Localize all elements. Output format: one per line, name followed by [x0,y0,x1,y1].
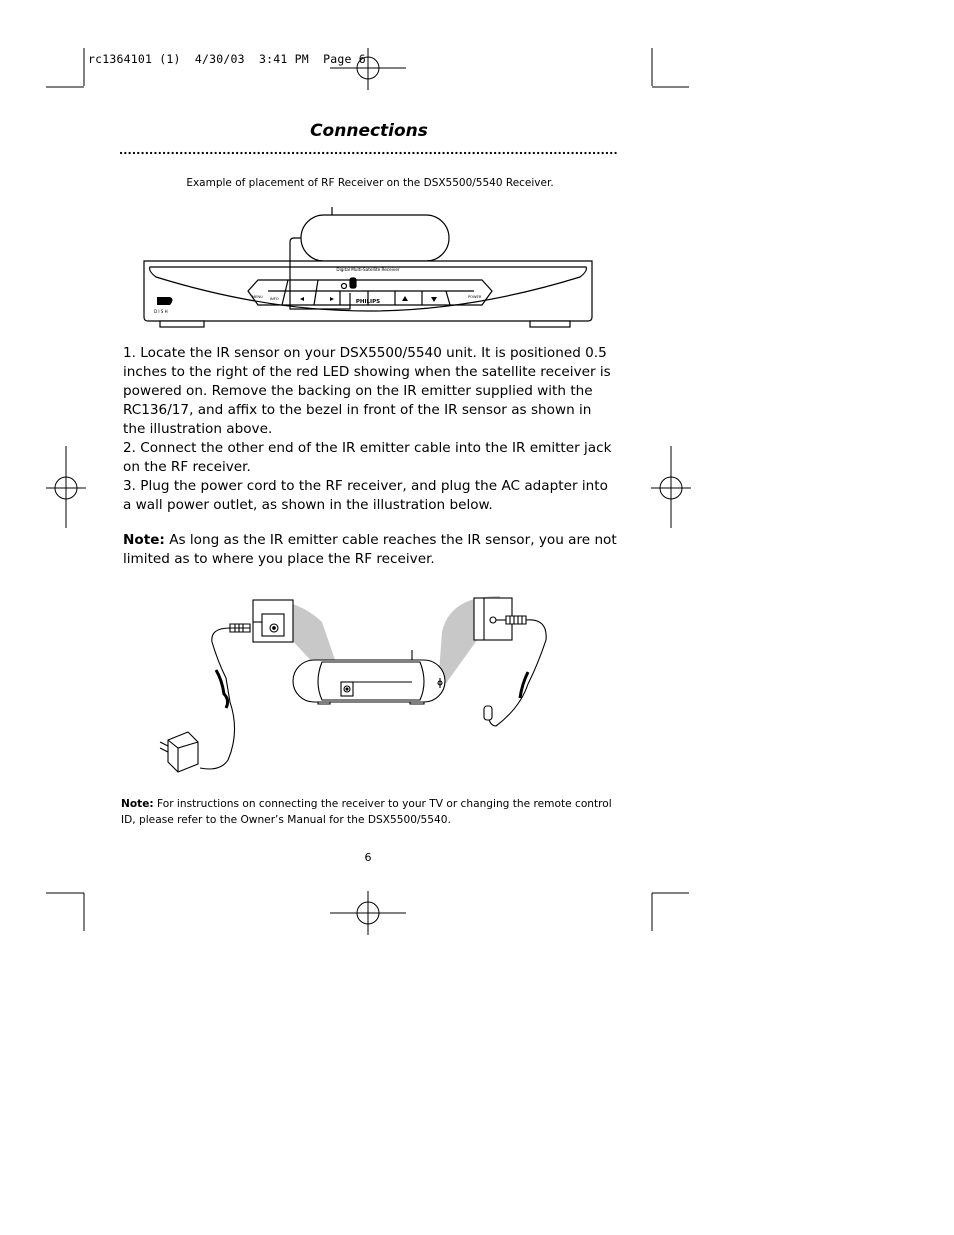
footer-note-label: Note: [121,798,154,810]
note-text: As long as the IR emitter cable reaches the IR sensor, you are not limited as to where you place the RF receiver. [123,532,617,567]
instruction-step-3: 3. Plug the power cord to the RF receiver, and plug the AC adapter into a wall power outlet, as shown in the illustration below. [123,478,608,513]
button-label-menu: MENU [252,295,263,299]
page-title: Connections [310,121,428,141]
footer-note-text: For instructions on connecting the receiver to your TV or changing the remote control ID, please refer to the Owner’s Manual for the DSX5500/5540. [121,798,612,826]
svg-text:D I S H: D I S H [154,309,168,314]
brand-label: PHILIPS [355,299,381,305]
figure1-caption: Example of placement of RF Receiver on the DSX5500/5540 Receiver. [186,177,554,189]
page-number: 6 [364,851,372,864]
connection-illustration [150,592,570,782]
instruction-step-1: 1. Locate the IR sensor on your DSX5500/5540 unit. It is positioned 0.5 inches to the right of the red LED showing when the satellite receiver is powered on. Remove the backing on the IR emitter supplied with the RC136/17, and affix to the bezel in front of the IR sensor as shown in the illustration above. [123,345,611,437]
registration-mark-left [36,444,96,534]
footer-note [121,797,621,828]
registration-mark-bottom [328,873,408,953]
button-label-info: INFO [270,297,279,301]
registration-mark-right [641,444,701,534]
registration-mark-top [328,28,408,108]
print-slug: rc1364101 (1) 4/30/03 3:41 PM Page 6 [88,52,366,66]
button-label-power: POWER [468,295,482,299]
instruction-step-2: 2. Connect the other end of the IR emitter cable into the IR emitter jack on the RF receiver. [123,440,612,475]
note [123,531,618,569]
note-label: Note: [123,532,165,548]
receiver-label: Digital Multi-Satellite Receiver [336,267,400,272]
receiver-illustration [140,205,600,330]
instructions [123,344,618,515]
dotted-divider [120,150,620,156]
